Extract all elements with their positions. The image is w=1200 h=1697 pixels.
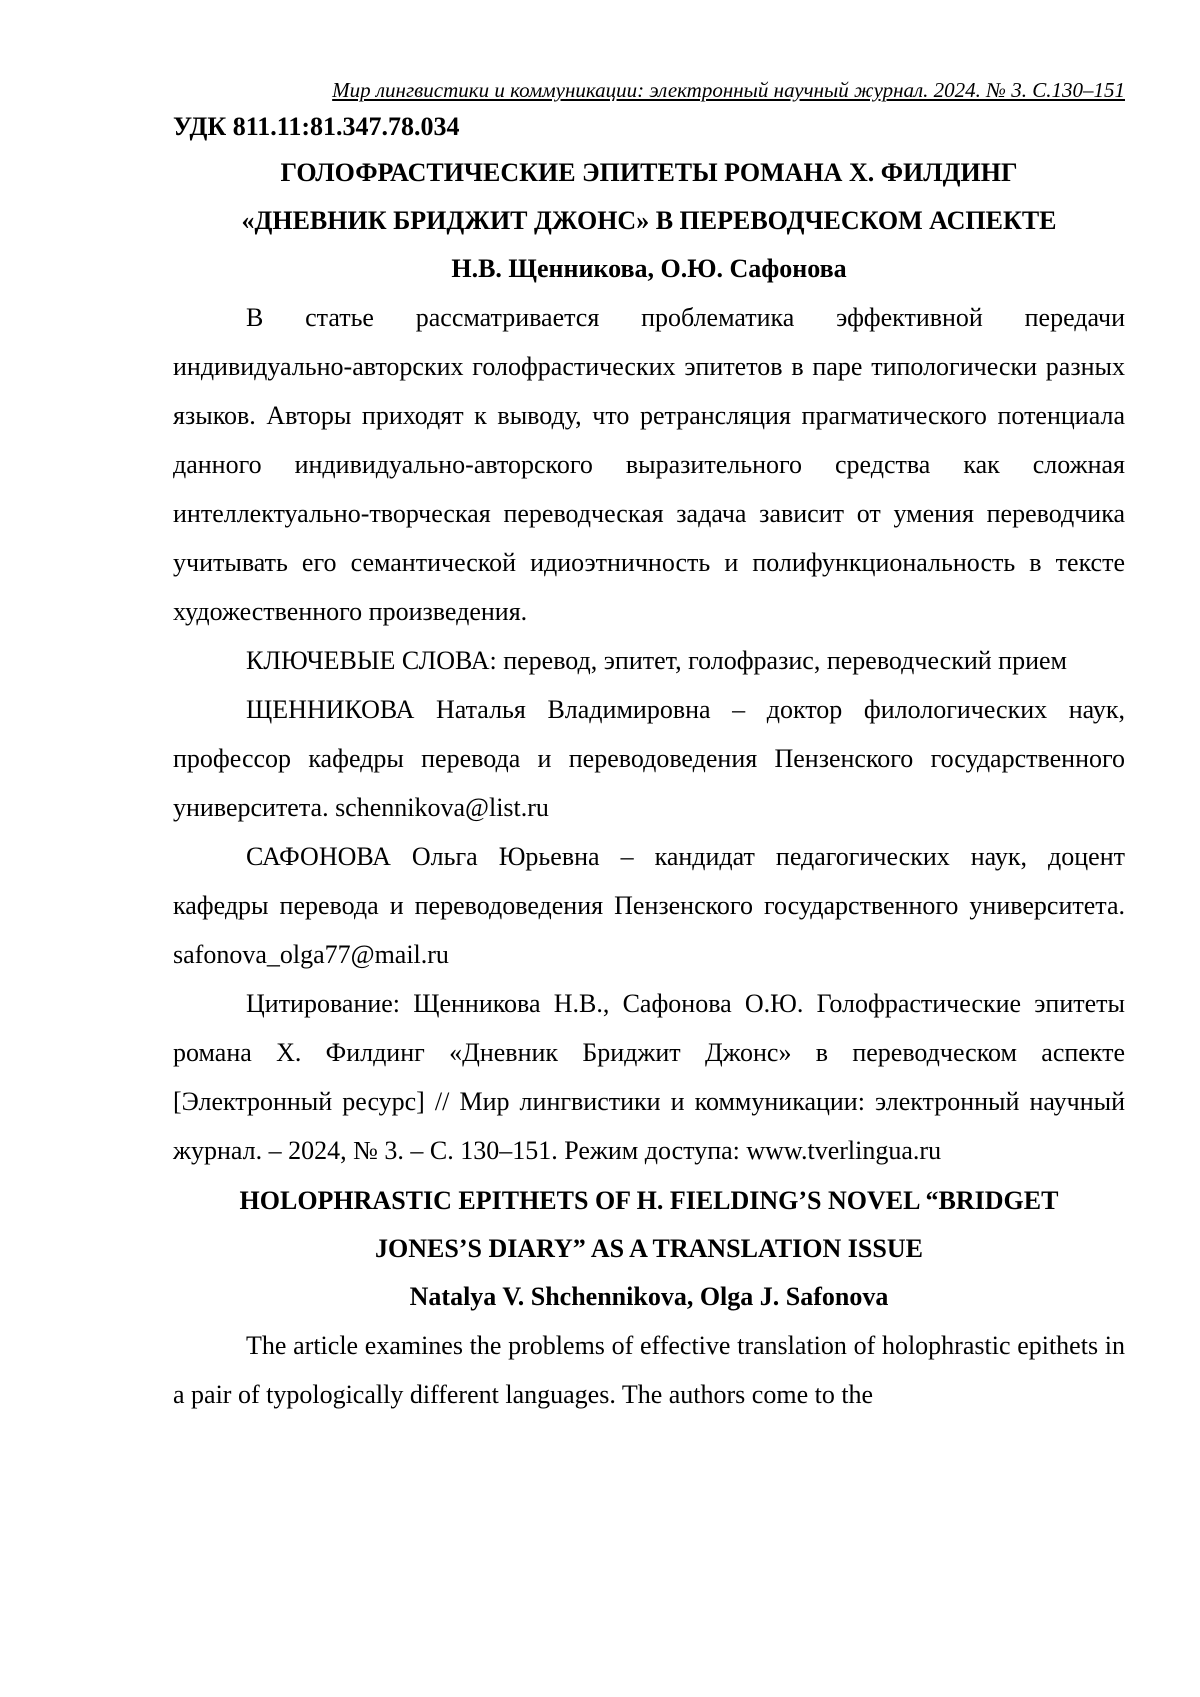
article-title-ru-line1: ГОЛОФРАСТИЧЕСКИЕ ЭПИТЕТЫ РОМАНА Х. ФИЛДИНГ — [280, 158, 1018, 187]
author-info-2: САФОНОВА Ольга Юрьевна – кандидат педагогических наук, доцент кафедры перевода и переводоведения Пензенского государственного университета. safonova_olga77@mail.ru — [173, 842, 1125, 969]
document-page — [173, 75, 1125, 1419]
article-title-en-line2: JONES’S DIARY” AS A TRANSLATION ISSUE — [375, 1234, 923, 1263]
author-info-1: ЩЕННИКОВА Наталья Владимировна – доктор филологических наук, профессор кафедры перевода и переводоведения Пензенского государственного университета. schennikova@list.ru — [173, 695, 1125, 822]
abstract-ru: В статье рассматривается проблематика эффективной передачи индивидуально-авторских голофрастических эпитетов в паре типологически разных языков. Авторы приходят к выводу, что ретрансляция прагматического потенциала данного индивидуально-авторского выразительного средства как сложная интеллектуально-творческая переводческая задача зависит от умения переводчика учитывать его семантической идиоэтничность и полифункциональность в тексте художественного произведения. — [173, 303, 1125, 626]
article-title-ru-line2: «ДНЕВНИК БРИДЖИТ ДЖОНС» В ПЕРЕВОДЧЕСКОМ АСПЕКТЕ — [241, 206, 1057, 235]
article-title-en-line1: HOLOPHRASTIC EPITHETS OF H. FIELDING’S NOVEL “BRIDGET — [239, 1186, 1059, 1215]
authors-ru: Н.В. Щенникова, О.Ю. Сафонова — [451, 254, 847, 283]
udk-code: УДК 811.11:81.347.78.034 — [173, 112, 460, 141]
running-header: Мир лингвистики и коммуникации: электронный научный журнал. 2024. № 3. С.130–151 — [332, 78, 1125, 102]
article-title-en — [173, 1177, 1125, 1273]
abstract-en: The article examines the problems of effective translation of holophrastic epithets in a pair of typologically different languages. The authors come to the — [173, 1331, 1125, 1409]
authors-en: Natalya V. Shchennikova, Olga J. Safonova — [409, 1282, 889, 1311]
citation-ru: Цитирование: Щенникова Н.В., Сафонова О.Ю. Голофрастические эпитеты романа Х. Филдинг «Дневник Бриджит Джонс» в переводческом аспекте [Электронный ресурс] // Мир лингвистики и коммуникации: электронный научный журнал. – 2024, № 3. – С. 130–151. Режим доступа: www.tverlingua.ru — [173, 989, 1125, 1165]
keywords-ru: КЛЮЧЕВЫЕ СЛОВА: перевод, эпитет, голофразис, переводческий прием — [246, 646, 1067, 675]
article-title-ru — [173, 149, 1125, 245]
